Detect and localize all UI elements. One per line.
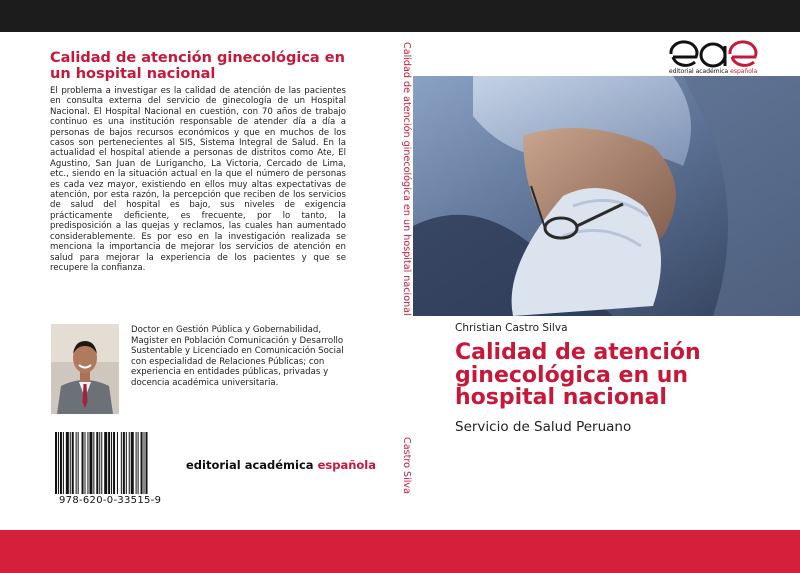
front-subtitle: Servicio de Salud Peruano bbox=[455, 419, 632, 435]
isbn-number: 978-620-0-33515-9 bbox=[59, 495, 162, 506]
publisher-name-main: editorial académica bbox=[186, 458, 318, 472]
author-bio: Doctor en Gestión Pública y Gobernabilidad, Magister en Población Comunicación y Desarrollo Sustentable y Licenciado en Comunicación Social con especialidad de Relaciones Públicas; con experiencia en entidades públicas, privadas y docencia académica universitaria. bbox=[131, 325, 344, 388]
logo-caption bbox=[669, 68, 757, 75]
author-photo bbox=[51, 324, 119, 414]
barcode-icon bbox=[55, 432, 165, 496]
logo-caption-accent: española bbox=[730, 68, 758, 75]
publisher-name-accent: española bbox=[317, 458, 377, 472]
front-author: Christian Castro Silva bbox=[455, 322, 568, 334]
spine-title: Calidad de atención ginecológica en un hospital nacional bbox=[401, 42, 412, 316]
bottom-red-band bbox=[0, 530, 800, 573]
cover-photo-surgeon bbox=[413, 76, 800, 316]
back-cover-blurb: El problema a investigar es la calidad de atención de las pacientes en consulta externa del servicio de ginecología de un Hospital Nacional. El Hospital Nacional en cuestión, con 70 años de trabajo continuo es una institución responsable de atender día a día a personas de bajos recursos económicos y que en muchos de los casos son pertenecientes al SIS, Sistema Integral de Salud. En la actualidad el hospital atiende a personas de distritos como Ate, El Agustino, San Juan de Lurigancho, La Victoria, Cercado de Lima, etc., siendo en la situación actual en la que el número de personas es cada vez mayor, existiendo en ellos muy altas expectativas de atención, por esta razón, la percepción que reciben de los servicios de salud del hospital es bajo, sus niveles de exigencia prácticamente deficiente, es frecuente, por lo tanto, la predisposición a las quejas y reclamos, las cuales han aumentado considerablemente. Es por eso en la investigación realizada se menciona la importancia de mejorar los servicios de atención en salud para mejorar la experiencia de los pacientes y que se recupere la confianza. bbox=[50, 86, 346, 273]
back-cover-title: Calidad de atención ginecológica en un hospital nacional bbox=[50, 50, 345, 82]
spine-author: Castro Silva bbox=[401, 437, 412, 494]
logo-caption-main: editorial académica bbox=[669, 68, 731, 75]
top-dark-band bbox=[0, 0, 800, 32]
back-publisher-name bbox=[186, 458, 376, 472]
front-title: Calidad de atención ginecológica en un hospital nacional bbox=[455, 340, 701, 410]
